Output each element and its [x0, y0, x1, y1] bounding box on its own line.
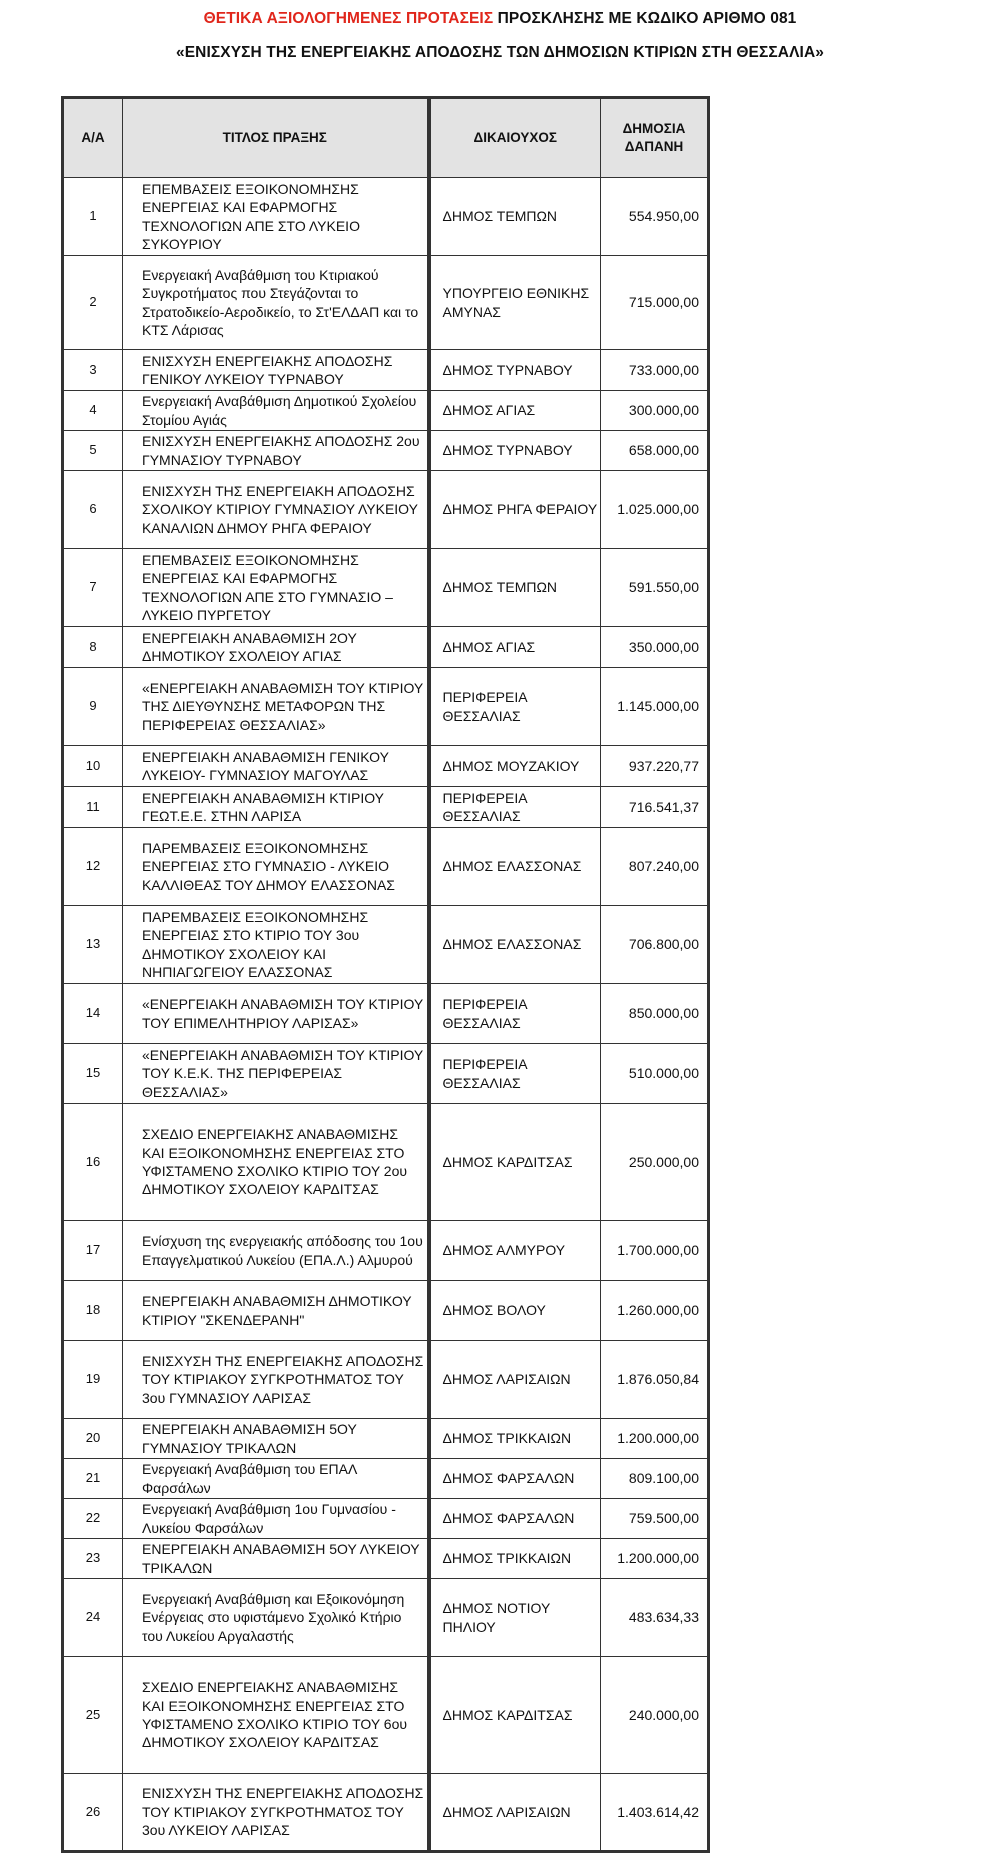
- row-title: ΕΝΕΡΓΕΙΑΚΗ ΑΝΑΒΑΘΜΙΣΗ 5ΟΥ ΛΥΚΕΙΟΥ ΤΡΙΚΑΛΩΝ: [123, 1539, 429, 1579]
- row-title: Ενίσχυση της ενεργειακής απόδοσης του 1ου Επαγγελματικού Λυκείου (ΕΠΑ.Λ.) Αλμυρού: [123, 1221, 429, 1281]
- row-title: Ενεργειακή Αναβάθμιση του ΕΠΑΛ Φαρσάλων: [123, 1459, 429, 1499]
- row-title: ΕΝΙΣΧΥΣΗ ΤΗΣ ΕΝΕΡΓΕΙΑΚΗΣ ΑΠΟΔΟΣΗΣ ΤΟΥ ΚΤΙΡΙΑΚΟΥ ΣΥΓΚΡΟΤΗΜΑΤΟΣ ΤΟΥ 3ου ΓΥΜΝΑΣΙΟΥ ΛΑΡΙΣΑΣ: [123, 1341, 429, 1419]
- column-header-aa: Α/Α: [63, 98, 123, 178]
- row-beneficiary: ΠΕΡΙΦΕΡΕΙΑ ΘΕΣΣΑΛΙΑΣ: [429, 787, 601, 828]
- table-row: [63, 1459, 709, 1499]
- row-beneficiary: ΔΗΜΟΣ ΦΑΡΣΑΛΩΝ: [429, 1499, 601, 1539]
- row-beneficiary: ΔΗΜΟΣ ΝΟΤΙΟΥ ΠΗΛΙΟΥ: [429, 1579, 601, 1657]
- row-amount: 850.000,00: [601, 984, 709, 1044]
- table-row: [63, 746, 709, 787]
- row-beneficiary: ΔΗΜΟΣ ΕΛΑΣΣΟΝΑΣ: [429, 906, 601, 984]
- row-beneficiary: ΔΗΜΟΣ ΕΛΑΣΣΟΝΑΣ: [429, 828, 601, 906]
- row-title: ΕΝΙΣΧΥΣΗ ΕΝΕΡΓΕΙΑΚΗΣ ΑΠΟΔΟΣΗΣ 2ου ΓΥΜΝΑΣΙΟΥ ΤΥΡΝΑΒΟΥ: [123, 431, 429, 471]
- table-row: [63, 984, 709, 1044]
- table-row: [63, 668, 709, 746]
- row-amount: 937.220,77: [601, 746, 709, 787]
- row-number: 18: [63, 1281, 123, 1341]
- row-number: 8: [63, 627, 123, 668]
- table-row: [63, 1774, 709, 1852]
- row-beneficiary: ΔΗΜΟΣ ΑΓΙΑΣ: [429, 391, 601, 431]
- row-amount: 715.000,00: [601, 256, 709, 350]
- row-amount: 250.000,00: [601, 1104, 709, 1221]
- row-number: 15: [63, 1044, 123, 1104]
- row-amount: 1.200.000,00: [601, 1539, 709, 1579]
- table-row: [63, 1539, 709, 1579]
- row-amount: 300.000,00: [601, 391, 709, 431]
- table-row: [63, 350, 709, 391]
- table-row: [63, 828, 709, 906]
- row-title: ΕΝΕΡΓΕΙΑΚΗ ΑΝΑΒΑΘΜΙΣΗ ΔΗΜΟΤΙΚΟΥ ΚΤΙΡΙΟΥ "ΣΚΕΝΔΕΡΑΝΗ": [123, 1281, 429, 1341]
- page-title: [0, 10, 1000, 28]
- row-beneficiary: ΠΕΡΙΦΕΡΕΙΑ ΘΕΣΣΑΛΙΑΣ: [429, 668, 601, 746]
- row-number: 3: [63, 350, 123, 391]
- row-beneficiary: ΔΗΜΟΣ ΛΑΡΙΣΑΙΩΝ: [429, 1341, 601, 1419]
- row-amount: 1.145.000,00: [601, 668, 709, 746]
- title-highlight: ΘΕΤΙΚΑ ΑΞΙΟΛΟΓΗΜΕΝΕΣ ΠΡΟΤΑΣΕΙΣ: [203, 10, 494, 27]
- row-number: 21: [63, 1459, 123, 1499]
- row-beneficiary: ΔΗΜΟΣ ΑΓΙΑΣ: [429, 627, 601, 668]
- row-number: 1: [63, 178, 123, 256]
- row-amount: 1.876.050,84: [601, 1341, 709, 1419]
- row-number: 11: [63, 787, 123, 828]
- row-beneficiary: ΔΗΜΟΣ ΤΥΡΝΑΒΟΥ: [429, 350, 601, 391]
- row-number: 14: [63, 984, 123, 1044]
- row-amount: 510.000,00: [601, 1044, 709, 1104]
- row-title: ΠΑΡΕΜΒΑΣΕΙΣ ΕΞΟΙΚΟΝΟΜΗΣΗΣ ΕΝΕΡΓΕΙΑΣ ΣΤΟ ΓΥΜΝΑΣΙΟ - ΛΥΚΕΙΟ ΚΑΛΛΙΘΕΑΣ ΤΟΥ ΔΗΜΟΥ ΕΛΑΣΣΟΝΑΣ: [123, 828, 429, 906]
- table-row: [63, 1657, 709, 1774]
- row-amount: 759.500,00: [601, 1499, 709, 1539]
- row-beneficiary: ΔΗΜΟΣ ΦΑΡΣΑΛΩΝ: [429, 1459, 601, 1499]
- row-title: ΕΝΕΡΓΕΙΑΚΗ ΑΝΑΒΑΘΜΙΣΗ 5ΟΥ ΓΥΜΝΑΣΙΟΥ ΤΡΙΚΑΛΩΝ: [123, 1419, 429, 1459]
- row-amount: 1.403.614,42: [601, 1774, 709, 1852]
- table-row: [63, 1221, 709, 1281]
- row-title: «ΕΝΕΡΓΕΙΑΚΗ ΑΝΑΒΑΘΜΙΣΗ ΤΟΥ ΚΤΙΡΙΟΥ ΤΟΥ Κ.Ε.Κ. ΤΗΣ ΠΕΡΙΦΕΡΕΙΑΣ ΘΕΣΣΑΛΙΑΣ»: [123, 1044, 429, 1104]
- column-header-beneficiary: ΔΙΚΑΙΟΥΧΟΣ: [429, 98, 601, 178]
- table-row: [63, 627, 709, 668]
- row-amount: 591.550,00: [601, 549, 709, 627]
- table-header-row: [63, 98, 709, 178]
- row-beneficiary: ΔΗΜΟΣ ΤΡΙΚΚΑΙΩΝ: [429, 1539, 601, 1579]
- row-title: «ΕΝΕΡΓΕΙΑΚΗ ΑΝΑΒΑΘΜΙΣΗ ΤΟΥ ΚΤΙΡΙΟΥ ΤΗΣ ΔΙΕΥΘΥΝΣΗΣ ΜΕΤΑΦΟΡΩΝ ΤΗΣ ΠΕΡΙΦΕΡΕΙΑΣ ΘΕΣΣΑΛΙΑΣ»: [123, 668, 429, 746]
- table-row: [63, 431, 709, 471]
- projects-table: [61, 96, 710, 1853]
- row-title: ΕΝΕΡΓΕΙΑΚΗ ΑΝΑΒΑΘΜΙΣΗ ΚΤΙΡΙΟΥ ΓΕΩΤ.Ε.Ε. ΣΤΗΝ ΛΑΡΙΣΑ: [123, 787, 429, 828]
- row-number: 26: [63, 1774, 123, 1852]
- table-row: [63, 1579, 709, 1657]
- row-beneficiary: ΔΗΜΟΣ ΤΕΜΠΩΝ: [429, 178, 601, 256]
- row-title: Ενεργειακή Αναβάθμιση Δημοτικού Σχολείου Στομίου Αγιάς: [123, 391, 429, 431]
- row-amount: 807.240,00: [601, 828, 709, 906]
- row-title: Ενεργειακή Αναβάθμιση και Εξοικονόμηση Ενέργειας στο υφιστάμενο Σχολικό Κτήριο του Λυκείου Αργαλαστής: [123, 1579, 429, 1657]
- row-title: ΕΝΕΡΓΕΙΑΚΗ ΑΝΑΒΑΘΜΙΣΗ ΓΕΝΙΚΟΥ ΛΥΚΕΙΟΥ- ΓΥΜΝΑΣΙΟΥ ΜΑΓΟΥΛΑΣ: [123, 746, 429, 787]
- row-amount: 240.000,00: [601, 1657, 709, 1774]
- row-number: 9: [63, 668, 123, 746]
- row-number: 13: [63, 906, 123, 984]
- table-row: [63, 178, 709, 256]
- row-title: ΕΝΕΡΓΕΙΑΚΗ ΑΝΑΒΑΘΜΙΣΗ 2ΟΥ ΔΗΜΟΤΙΚΟΥ ΣΧΟΛΕΙΟΥ ΑΓΙΑΣ: [123, 627, 429, 668]
- row-amount: 483.634,33: [601, 1579, 709, 1657]
- table-row: [63, 906, 709, 984]
- row-number: 2: [63, 256, 123, 350]
- table-row: [63, 549, 709, 627]
- row-amount: 1.260.000,00: [601, 1281, 709, 1341]
- row-title: ΕΠΕΜΒΑΣΕΙΣ ΕΞΟΙΚΟΝΟΜΗΣΗΣ ΕΝΕΡΓΕΙΑΣ ΚΑΙ ΕΦΑΡΜΟΓΗΣ ΤΕΧΝΟΛΟΓΙΩΝ ΑΠΕ ΣΤΟ ΓΥΜΝΑΣΙΟ – ΛΥΚΕΙΟ ΠΥΡΓΕΤΟΥ: [123, 549, 429, 627]
- row-title: «ΕΝΕΡΓΕΙΑΚΗ ΑΝΑΒΑΘΜΙΣΗ ΤΟΥ ΚΤΙΡΙΟΥ ΤΟΥ ΕΠΙΜΕΛΗΤΗΡΙΟΥ ΛΑΡΙΣΑΣ»: [123, 984, 429, 1044]
- row-amount: 350.000,00: [601, 627, 709, 668]
- row-beneficiary: ΔΗΜΟΣ ΤΡΙΚΚΑΙΩΝ: [429, 1419, 601, 1459]
- row-beneficiary: ΥΠΟΥΡΓΕΙΟ ΕΘΝΙΚΗΣ ΑΜΥΝΑΣ: [429, 256, 601, 350]
- row-title: Ενεργειακή Αναβάθμιση του Κτιριακού Συγκροτήματος που Στεγάζονται το Στρατοδικείο-Αεροδικείο, το Στ'ΕΛΔΑΠ και το ΚΤΣ Λάρισας: [123, 256, 429, 350]
- row-title: ΕΝΙΣΧΥΣΗ ΕΝΕΡΓΕΙΑΚΗΣ ΑΠΟΔΟΣΗΣ ΓΕΝΙΚΟΥ ΛΥΚΕΙΟΥ ΤΥΡΝΑΒΟΥ: [123, 350, 429, 391]
- row-amount: 554.950,00: [601, 178, 709, 256]
- row-amount: 1.700.000,00: [601, 1221, 709, 1281]
- row-beneficiary: ΔΗΜΟΣ ΡΗΓΑ ΦΕΡΑΙΟΥ: [429, 471, 601, 549]
- table-row: [63, 1341, 709, 1419]
- row-number: 22: [63, 1499, 123, 1539]
- row-amount: 733.000,00: [601, 350, 709, 391]
- title-rest: ΠΡΟΣΚΛΗΣΗΣ ΜΕ ΚΩΔΙΚΟ ΑΡΙΘΜΟ 081: [493, 10, 797, 27]
- row-title: ΕΝΙΣΧΥΣΗ ΤΗΣ ΕΝΕΡΓΕΙΑΚΗΣ ΑΠΟΔΟΣΗΣ ΤΟΥ ΚΤΙΡΙΑΚΟΥ ΣΥΓΚΡΟΤΗΜΑΤΟΣ ΤΟΥ 3ου ΛΥΚΕΙΟΥ ΛΑΡΙΣΑΣ: [123, 1774, 429, 1852]
- table-row: [63, 256, 709, 350]
- row-number: 6: [63, 471, 123, 549]
- row-beneficiary: ΔΗΜΟΣ ΤΥΡΝΑΒΟΥ: [429, 431, 601, 471]
- table-row: [63, 1281, 709, 1341]
- row-amount: 809.100,00: [601, 1459, 709, 1499]
- row-amount: 1.200.000,00: [601, 1419, 709, 1459]
- table-row: [63, 1104, 709, 1221]
- row-number: 20: [63, 1419, 123, 1459]
- row-beneficiary: ΔΗΜΟΣ ΚΑΡΔΙΤΣΑΣ: [429, 1104, 601, 1221]
- row-beneficiary: ΔΗΜΟΣ ΚΑΡΔΙΤΣΑΣ: [429, 1657, 601, 1774]
- row-number: 7: [63, 549, 123, 627]
- column-header-amount: [601, 98, 709, 178]
- row-title: ΣΧΕΔΙΟ ΕΝΕΡΓΕΙΑΚΗΣ ΑΝΑΒΑΘΜΙΣΗΣ ΚΑΙ ΕΞΟΙΚΟΝΟΜΗΣΗΣ ΕΝΕΡΓΕΙΑΣ ΣΤΟ ΥΦΙΣΤΑΜΕΝΟ ΣΧΟΛΙΚΟ ΚΤΙΡΙΟ ΤΟΥ 2ου ΔΗΜΟΤΙΚΟΥ ΣΧΟΛΕΙΟΥ ΚΑΡΔΙΤΣΑΣ: [123, 1104, 429, 1221]
- table-row: [63, 1499, 709, 1539]
- row-title: ΣΧΕΔΙΟ ΕΝΕΡΓΕΙΑΚΗΣ ΑΝΑΒΑΘΜΙΣΗΣ ΚΑΙ ΕΞΟΙΚΟΝΟΜΗΣΗΣ ΕΝΕΡΓΕΙΑΣ ΣΤΟ ΥΦΙΣΤΑΜΕΝΟ ΣΧΟΛΙΚΟ ΚΤΙΡΙΟ ΤΟΥ 6ου ΔΗΜΟΤΙΚΟΥ ΣΧΟΛΕΙΟΥ ΚΑΡΔΙΤΣΑΣ: [123, 1657, 429, 1774]
- row-beneficiary: ΔΗΜΟΣ ΛΑΡΙΣΑΙΩΝ: [429, 1774, 601, 1852]
- row-number: 17: [63, 1221, 123, 1281]
- row-number: 10: [63, 746, 123, 787]
- table-row: [63, 1044, 709, 1104]
- row-title: ΕΠΕΜΒΑΣΕΙΣ ΕΞΟΙΚΟΝΟΜΗΣΗΣ ΕΝΕΡΓΕΙΑΣ ΚΑΙ ΕΦΑΡΜΟΓΗΣ ΤΕΧΝΟΛΟΓΙΩΝ ΑΠΕ ΣΤΟ ΛΥΚΕΙΟ ΣΥΚΟΥΡΙΟΥ: [123, 178, 429, 256]
- row-number: 19: [63, 1341, 123, 1419]
- row-beneficiary: ΠΕΡΙΦΕΡΕΙΑ ΘΕΣΣΑΛΙΑΣ: [429, 1044, 601, 1104]
- row-number: 16: [63, 1104, 123, 1221]
- table-row: [63, 391, 709, 431]
- row-beneficiary: ΔΗΜΟΣ ΑΛΜΥΡΟΥ: [429, 1221, 601, 1281]
- row-title: Ενεργειακή Αναβάθμιση 1ου Γυμνασίου - Λυκείου Φαρσάλων: [123, 1499, 429, 1539]
- table-row: [63, 787, 709, 828]
- row-title: ΕΝΙΣΧΥΣΗ ΤΗΣ ΕΝΕΡΓΕΙΑΚΗ ΑΠΟΔΟΣΗΣ ΣΧΟΛΙΚΟΥ ΚΤΙΡΙΟΥ ΓΥΜΝΑΣΙΟΥ ΛΥΚΕΙΟΥ ΚΑΝΑΛΙΩΝ ΔΗΜΟΥ ΡΗΓΑ ΦΕΡΑΙΟΥ: [123, 471, 429, 549]
- row-number: 5: [63, 431, 123, 471]
- row-amount: 658.000,00: [601, 431, 709, 471]
- row-beneficiary: ΔΗΜΟΣ ΒΟΛΟΥ: [429, 1281, 601, 1341]
- row-amount: 706.800,00: [601, 906, 709, 984]
- table-row: [63, 471, 709, 549]
- row-number: 23: [63, 1539, 123, 1579]
- column-header-amount-label: ΔΗΜΟΣΙΑ ΔΑΠΑΝΗ: [622, 120, 686, 154]
- row-number: 24: [63, 1579, 123, 1657]
- row-amount: 716.541,37: [601, 787, 709, 828]
- row-number: 4: [63, 391, 123, 431]
- row-amount: 1.025.000,00: [601, 471, 709, 549]
- row-number: 12: [63, 828, 123, 906]
- row-beneficiary: ΔΗΜΟΣ ΤΕΜΠΩΝ: [429, 549, 601, 627]
- row-beneficiary: ΔΗΜΟΣ ΜΟΥΖΑΚΙΟΥ: [429, 746, 601, 787]
- page-subtitle: «ΕΝΙΣΧΥΣΗ ΤΗΣ ΕΝΕΡΓΕΙΑΚΗΣ ΑΠΟΔΟΣΗΣ ΤΩΝ ΔΗΜΟΣΙΩΝ ΚΤΙΡΙΩΝ ΣΤΗ ΘΕΣΣΑΛΙΑ»: [176, 44, 824, 61]
- row-beneficiary: ΠΕΡΙΦΕΡΕΙΑ ΘΕΣΣΑΛΙΑΣ: [429, 984, 601, 1044]
- row-number: 25: [63, 1657, 123, 1774]
- row-title: ΠΑΡΕΜΒΑΣΕΙΣ ΕΞΟΙΚΟΝΟΜΗΣΗΣ ΕΝΕΡΓΕΙΑΣ ΣΤΟ ΚΤΙΡΙΟ ΤΟΥ 3ου ΔΗΜΟΤΙΚΟΥ ΣΧΟΛΕΙΟΥ ΚΑΙ ΝΗΠΙΑΓΩΓΕΙΟΥ ΕΛΑΣΣΟΝΑΣ: [123, 906, 429, 984]
- table-row: [63, 1419, 709, 1459]
- column-header-title: ΤΙΤΛΟΣ ΠΡΑΞΗΣ: [123, 98, 429, 178]
